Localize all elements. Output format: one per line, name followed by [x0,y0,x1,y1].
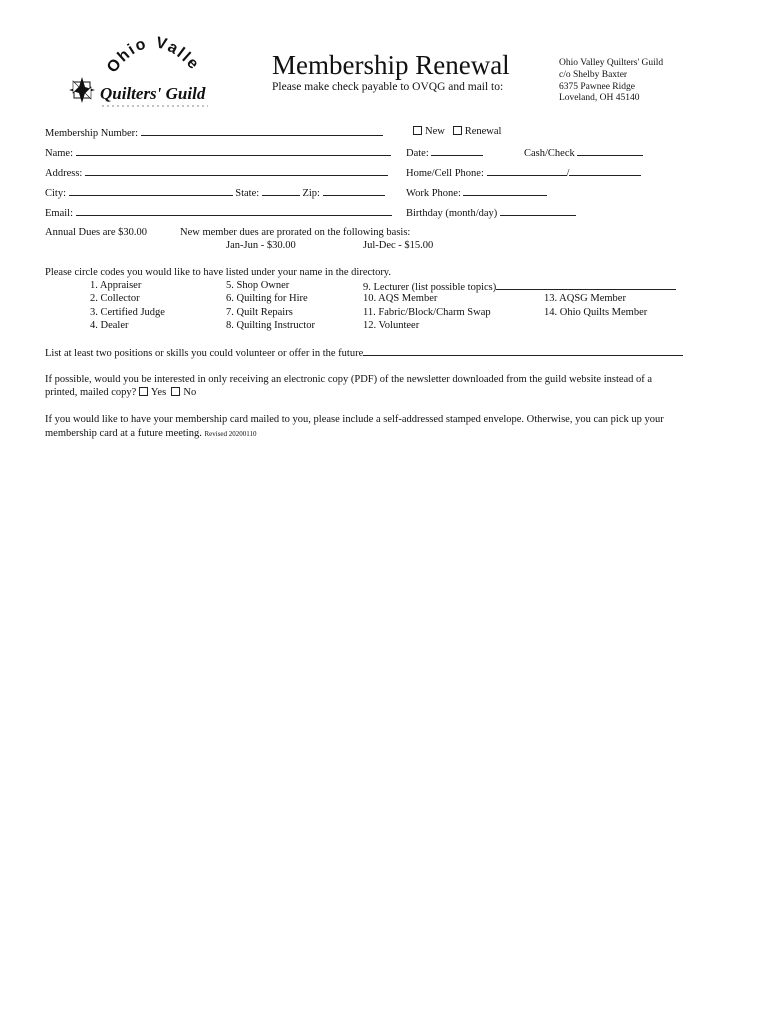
work-phone-row [406,185,547,200]
date-field[interactable] [431,145,483,156]
member-type-options [413,125,501,138]
cash-check-row [524,145,643,160]
payment-instruction: Please make check payable to OVQG and mail to: [272,81,504,93]
code-appraiser[interactable]: 1. Appraiser [90,280,142,291]
card-note-line2 [45,427,257,441]
volunteer-row [45,345,683,360]
membership-number-label: Membership Number: [45,128,139,139]
home-phone-label: Home/Cell Phone: [406,168,484,179]
zip-field[interactable] [323,185,385,196]
dues-jan-jun: Jan-Jun - $30.00 [226,240,296,251]
newsletter-question-line2 [45,386,196,399]
annual-dues: Annual Dues are $30.00 [45,227,148,238]
code-collector[interactable]: 2. Collector [90,293,140,304]
work-phone-label: Work Phone: [406,188,461,199]
renewal-label: Renewal [464,126,502,137]
birthday-field[interactable] [500,205,576,216]
revision-note: Revised 20200110 [204,430,257,438]
code-fabric-swap[interactable]: 11. Fabric/Block/Charm Swap [363,307,491,318]
code-ohio-quilts-member[interactable]: 14. Ohio Quilts Member [544,307,648,318]
lecturer-topics-field[interactable] [496,279,676,290]
city-field[interactable] [69,185,233,196]
new-checkbox[interactable] [413,126,422,135]
zip-label: Zip: [302,188,320,199]
city-label: City: [45,188,67,199]
address-row [45,165,388,180]
email-field[interactable] [76,205,392,216]
logo-main-text: Quilters' Guild [100,84,206,103]
directory-intro: Please circle codes you would like to have listed under your name in the directory. [45,267,392,278]
code-aqs-member[interactable]: 10. AQS Member [363,293,438,304]
code-certified-judge[interactable]: 3. Certified Judge [90,307,165,318]
yes-label: Yes [150,387,167,398]
address-line: c/o Shelby Baxter [559,69,628,80]
quilt-star-icon [69,77,95,103]
name-field[interactable] [76,145,391,156]
state-label: State: [235,188,260,199]
city-row [45,185,385,200]
newsletter-question-line1: If possible, would you be interested in only receiving an electronic copy (PDF) of the newsletter downloaded from the guild website instead of a [45,374,653,385]
cell-phone-field[interactable] [569,165,641,176]
address-line: Ohio Valley Quilters' Guild [559,58,664,68]
no-label: No [183,387,197,398]
code-volunteer[interactable]: 12. Volunteer [363,320,420,331]
code-quilt-repairs[interactable]: 7. Quilt Repairs [226,307,293,318]
no-checkbox[interactable] [171,387,180,396]
code-dealer[interactable]: 4. Dealer [90,320,129,331]
dues-jul-dec: Jul-Dec - $15.00 [363,240,434,251]
address-field[interactable] [85,165,388,176]
state-field[interactable] [262,185,300,196]
card-note-text: membership card at a future meeting. [45,428,202,439]
renewal-checkbox[interactable] [453,126,462,135]
page-title: Membership Renewal [272,50,510,80]
birthday-label: Birthday (month/day) [406,208,498,219]
home-phone-row [406,165,641,180]
code-lecturer[interactable]: 9. Lecturer (list possible topics) [363,282,497,293]
code-aqsg-member[interactable]: 13. AQSG Member [544,293,626,304]
phone-separator: / [566,168,570,179]
code-quilting-instructor[interactable]: 8. Quilting Instructor [226,320,315,331]
address-line: 6375 Pawnee Ridge [559,81,635,92]
date-row [406,145,483,160]
guild-logo [66,30,216,112]
address-label: Address: [45,168,83,179]
membership-number-row [45,125,383,140]
date-label: Date: [406,148,429,159]
logo-arc-text: Ohio Valle [103,34,203,77]
membership-number-field[interactable] [141,125,383,136]
cash-check-label: Cash/Check [524,148,575,159]
cash-check-field[interactable] [577,145,643,156]
name-row [45,145,391,160]
mailing-address [559,58,663,105]
address-line: Loveland, OH 45140 [559,93,640,104]
work-phone-field[interactable] [463,185,547,196]
email-row [45,205,392,220]
newsletter-question-text: printed, mailed copy? [45,387,137,398]
name-label: Name: [45,148,73,159]
prorated-dues-note: New member dues are prorated on the following basis: [180,227,411,238]
yes-checkbox[interactable] [139,387,148,396]
logo-graphic [66,30,216,112]
birthday-row [406,205,576,220]
email-label: Email: [45,208,73,219]
code-shop-owner[interactable]: 5. Shop Owner [226,280,290,291]
new-label: New [425,126,445,137]
home-phone-field[interactable] [487,165,567,176]
card-note-line1: If you would like to have your membership card mailed to you, please include a self-addressed stamped envelope. Otherwise, you can pick up your [45,414,664,425]
code-quilting-for-hire[interactable]: 6. Quilting for Hire [226,293,308,304]
volunteer-field[interactable] [363,345,683,356]
volunteer-label: List at least two positions or skills you could volunteer or offer in the future [45,348,364,359]
